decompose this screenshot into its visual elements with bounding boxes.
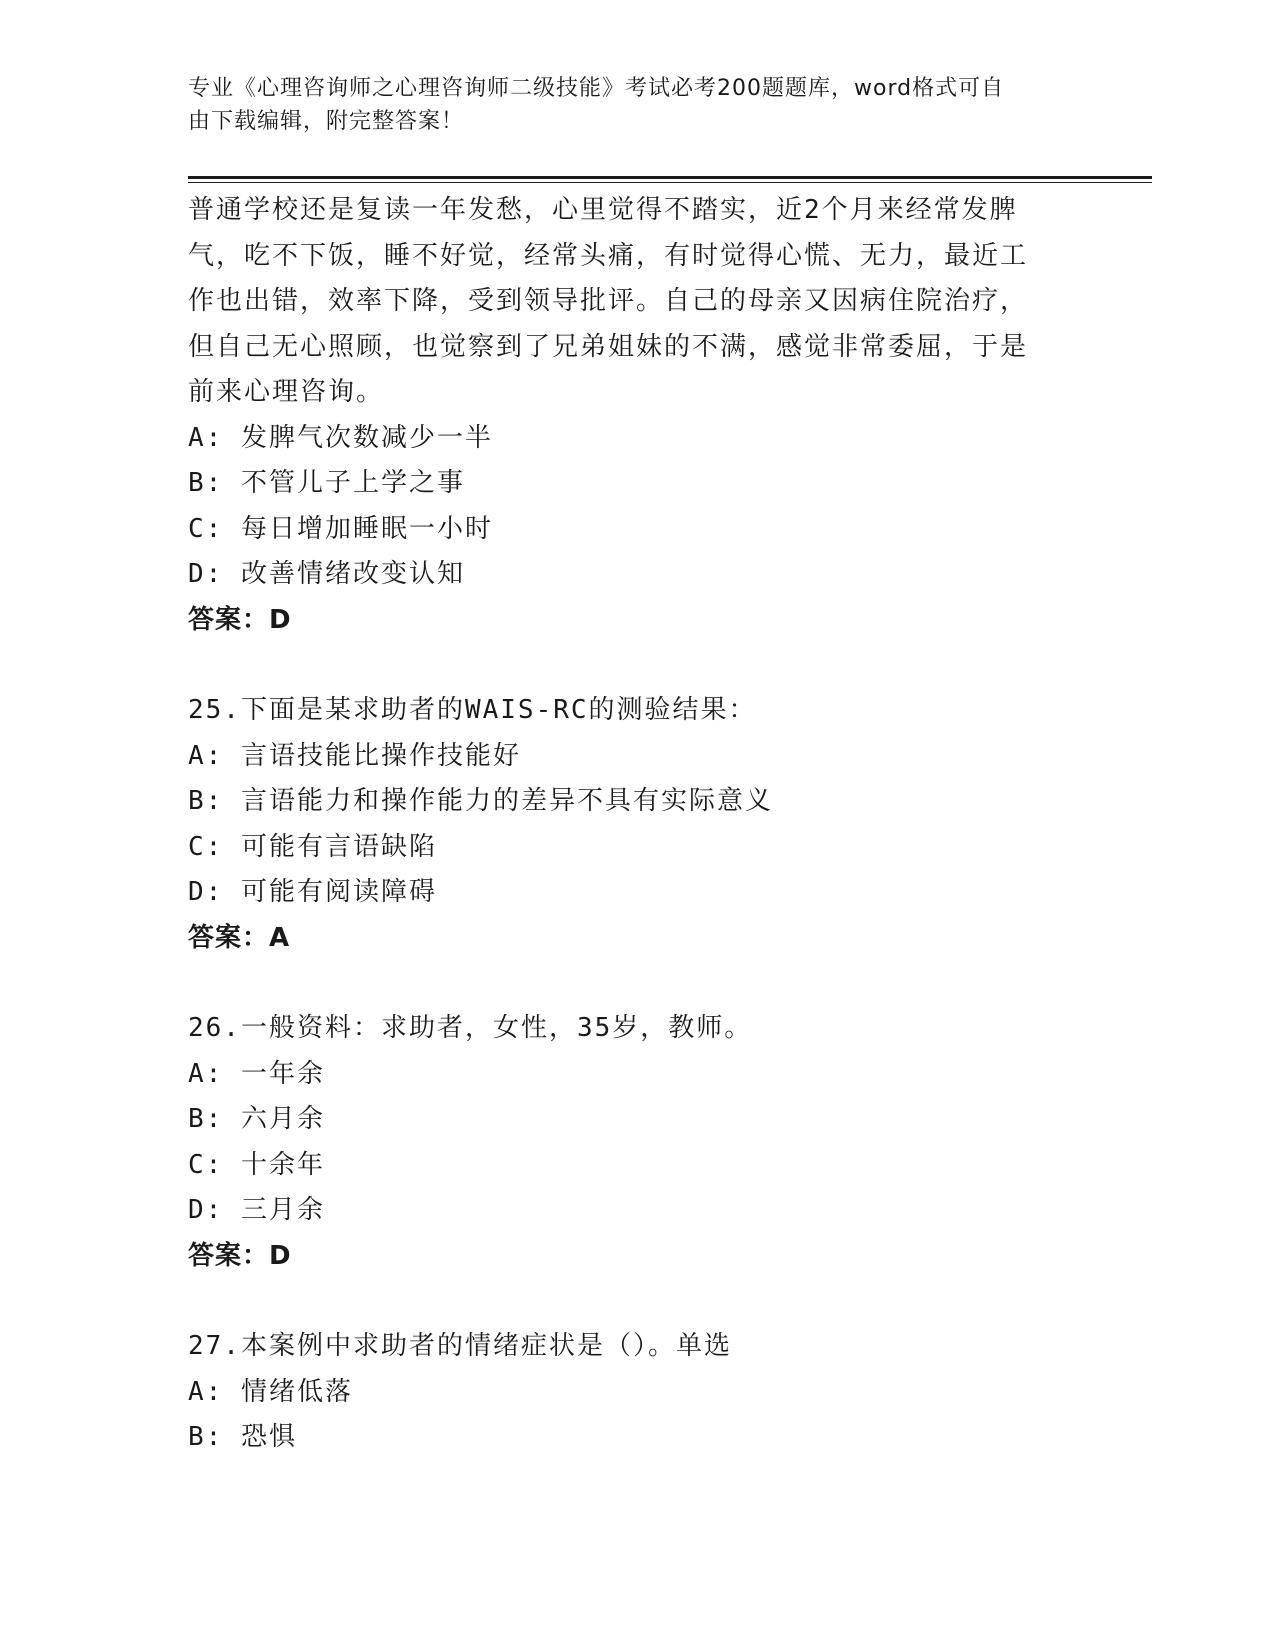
option-c: C: 每日增加睡眠一小时	[188, 513, 493, 544]
option-b: B: 言语能力和操作能力的差异不具有实际意义	[188, 786, 773, 816]
question-stem-line: 普通学校还是复读一年发愁，心里觉得不踏实，近2个月来经常发脾	[188, 195, 1018, 225]
header-line-2: 由下载编辑，附完整答案！	[188, 109, 465, 134]
document-header	[188, 72, 1068, 138]
question-24	[188, 188, 1068, 643]
option-a: A: 发脾气次数减少一半	[188, 422, 493, 453]
option-a: A: 一年余	[188, 1058, 325, 1089]
option-a: A: 情绪低落	[188, 1376, 353, 1407]
question-stem-line: 气，吃不下饭，睡不好觉，经常头痛，有时觉得心慌、无力，最近工	[188, 240, 1029, 271]
question-stem-line: 作也出错，效率下降，受到领导批评。自己的母亲又因病住院治疗，	[188, 286, 1029, 316]
spacer	[188, 643, 1068, 688]
option-d: D: 三月余	[188, 1195, 325, 1225]
option-c: C: 可能有言语缺陷	[188, 831, 437, 862]
question-stem-line: 但自己无心照顾，也觉察到了兄弟姐妹的不满，感觉非常委屈，于是	[188, 331, 1029, 362]
header-divider-thin	[188, 182, 1152, 183]
header-line-1: 专业《心理咨询师之心理咨询师二级技能》考试必考200题题库，word格式可自	[188, 76, 1005, 101]
question-title: 26.一般资料：求助者，女性，35岁，教师。	[188, 1013, 753, 1043]
option-a: A: 言语技能比操作技能好	[188, 740, 521, 771]
answer-line: 答案：D	[188, 1240, 292, 1271]
spacer	[188, 1279, 1068, 1324]
question-title: 27.本案例中求助者的情绪症状是（）。单选	[188, 1331, 732, 1361]
option-c: C: 十余年	[188, 1149, 325, 1180]
option-b: B: 恐惧	[188, 1422, 297, 1452]
question-26	[188, 1006, 1068, 1279]
question-stem-line: 前来心理咨询。	[188, 377, 385, 407]
option-b: B: 六月余	[188, 1104, 325, 1134]
spacer	[188, 961, 1068, 1006]
option-d: D: 改善情绪改变认知	[188, 559, 465, 589]
answer-line: 答案：D	[188, 604, 292, 635]
answer-line: 答案：A	[188, 922, 291, 953]
option-d: D: 可能有阅读障碍	[188, 877, 437, 907]
document-body	[188, 188, 1068, 1461]
question-27	[188, 1324, 1068, 1461]
option-b: B: 不管儿子上学之事	[188, 468, 465, 498]
header-divider-thick	[188, 176, 1152, 179]
question-title: 25.下面是某求助者的WAIS-RC的测验结果：	[188, 695, 757, 725]
question-25	[188, 688, 1068, 961]
